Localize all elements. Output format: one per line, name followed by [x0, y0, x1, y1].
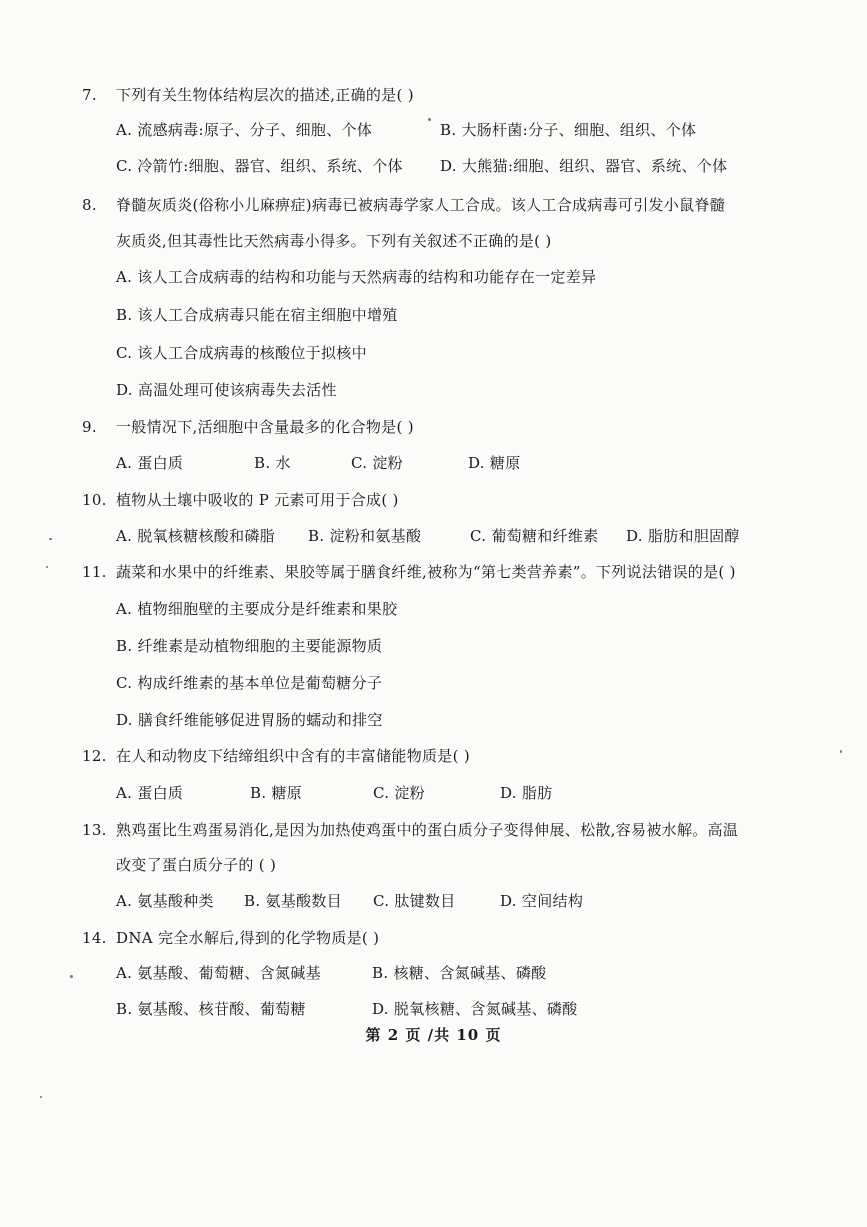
option-d[interactable]: D. 大熊猫:细胞、组织、器官、系统、个体	[440, 157, 728, 175]
option-b[interactable]: B. 氨基酸数目	[244, 892, 342, 910]
option-d[interactable]: D. 脂肪和胆固醇	[626, 527, 740, 545]
question-14-stem: 14. DNA 完全水解后,得到的化学物质是( )	[82, 929, 380, 947]
option-b[interactable]: B. 该人工合成病毒只能在宿主细胞中增殖	[116, 306, 398, 324]
question-13-stem: 13. 熟鸡蛋比生鸡蛋易消化,是因为加热使鸡蛋中的蛋白质分子变得伸展、松散,容易被水解。高温	[82, 821, 739, 839]
scan-speck	[49, 538, 52, 540]
question-9-options	[116, 453, 616, 473]
option-b[interactable]: B. 核糖、含氮碱基、磷酸	[372, 964, 547, 982]
option-c[interactable]: C. 该人工合成病毒的核酸位于拟核中	[116, 344, 367, 362]
option-a[interactable]: A. 氨基酸、葡萄糖、含氮碱基	[116, 964, 321, 982]
option-b-second[interactable]: B. 氨基酸、核苷酸、葡萄糖	[116, 1000, 306, 1018]
option-b[interactable]: B. 大肠杆菌:分子、细胞、组织、个体	[440, 121, 697, 139]
scan-speck	[40, 1096, 42, 1098]
scan-speck	[70, 975, 73, 978]
question-8-stem: 8. 脊髓灰质炎(俗称小儿麻痹症)病毒已被病毒学家人工合成。该人工合成病毒可引发小鼠脊髓	[82, 196, 726, 214]
question-12-stem: 12. 在人和动物皮下结缔组织中含有的丰富储能物质是( )	[82, 747, 470, 765]
option-b[interactable]: B. 淀粉和氨基酸	[308, 527, 422, 545]
option-b[interactable]: B. 水	[254, 454, 291, 472]
scan-speck	[840, 750, 842, 753]
option-a[interactable]: A. 氨基酸种类	[116, 892, 214, 910]
option-a[interactable]: A. 蛋白质	[116, 784, 184, 802]
question-9-stem: 9. 一般情况下,活细胞中含量最多的化合物是( )	[82, 418, 414, 436]
question-10-stem: 10. 植物从土壤中吸收的 P 元素可用于合成( )	[82, 491, 399, 509]
question-number: 9.	[82, 418, 97, 436]
question-13-stem-continued: 改变了蛋白质分子的 ( )	[116, 856, 277, 874]
option-a[interactable]: A. 植物细胞壁的主要成分是纤维素和果胶	[116, 600, 398, 618]
option-d[interactable]: D. 高温处理可使该病毒失去活性	[116, 381, 337, 399]
option-a[interactable]: A. 流感病毒:原子、分子、细胞、个体	[116, 121, 373, 139]
question-number: 13.	[82, 821, 107, 839]
option-d[interactable]: D. 脂肪	[500, 784, 553, 802]
question-12-options	[116, 783, 616, 803]
question-8-stem-continued: 灰质炎,但其毒性比天然病毒小得多。下列有关叙述不正确的是( )	[116, 232, 552, 250]
question-11-stem: 11. 蔬菜和水果中的纤维素、果胶等属于膳食纤维,被称为“第七类营养素”。下列说法错误的是( )	[82, 563, 736, 581]
option-b[interactable]: B. 纤维素是动植物细胞的主要能源物质	[116, 637, 383, 655]
option-d[interactable]: D. 空间结构	[500, 892, 584, 910]
scan-speck	[46, 566, 48, 568]
option-a[interactable]: A. 脱氧核糖核酸和磷脂	[116, 527, 275, 545]
option-c[interactable]: C. 构成纤维素的基本单位是葡萄糖分子	[116, 674, 383, 692]
question-7-options-row-2	[116, 156, 836, 176]
question-number: 10.	[82, 491, 107, 509]
option-a[interactable]: A. 蛋白质	[116, 454, 184, 472]
option-b[interactable]: B. 糖原	[250, 784, 303, 802]
question-10-options	[116, 526, 836, 546]
option-c[interactable]: C. 淀粉	[373, 784, 425, 802]
question-number: 14.	[82, 929, 107, 947]
option-c[interactable]: C. 淀粉	[351, 454, 403, 472]
question-7-stem: 7. 下列有关生物体结构层次的描述,正确的是( )	[82, 86, 414, 104]
question-number: 7.	[82, 86, 97, 104]
question-13-options	[116, 891, 716, 911]
question-number: 8.	[82, 196, 97, 214]
option-c[interactable]: C. 葡萄糖和纤维素	[470, 527, 599, 545]
option-d[interactable]: D. 脱氧核糖、含氮碱基、磷酸	[372, 1000, 578, 1018]
option-d[interactable]: D. 糖原	[468, 454, 521, 472]
scan-speck	[428, 118, 431, 121]
question-14-options-row-1	[116, 963, 816, 983]
question-7-options-row-1	[116, 120, 836, 140]
page-number-footer: 第 2 页 /共 10 页	[365, 1026, 502, 1044]
option-d[interactable]: D. 膳食纤维能够促进胃肠的蠕动和排空	[116, 711, 383, 729]
option-c[interactable]: C. 肽键数目	[373, 892, 456, 910]
question-14-options-row-2	[116, 999, 816, 1019]
option-a[interactable]: A. 该人工合成病毒的结构和功能与天然病毒的结构和功能存在一定差异	[116, 268, 597, 286]
question-number: 12.	[82, 747, 107, 765]
option-c[interactable]: C. 冷箭竹:细胞、器官、组织、系统、个体	[116, 157, 403, 175]
question-number: 11.	[82, 563, 107, 581]
